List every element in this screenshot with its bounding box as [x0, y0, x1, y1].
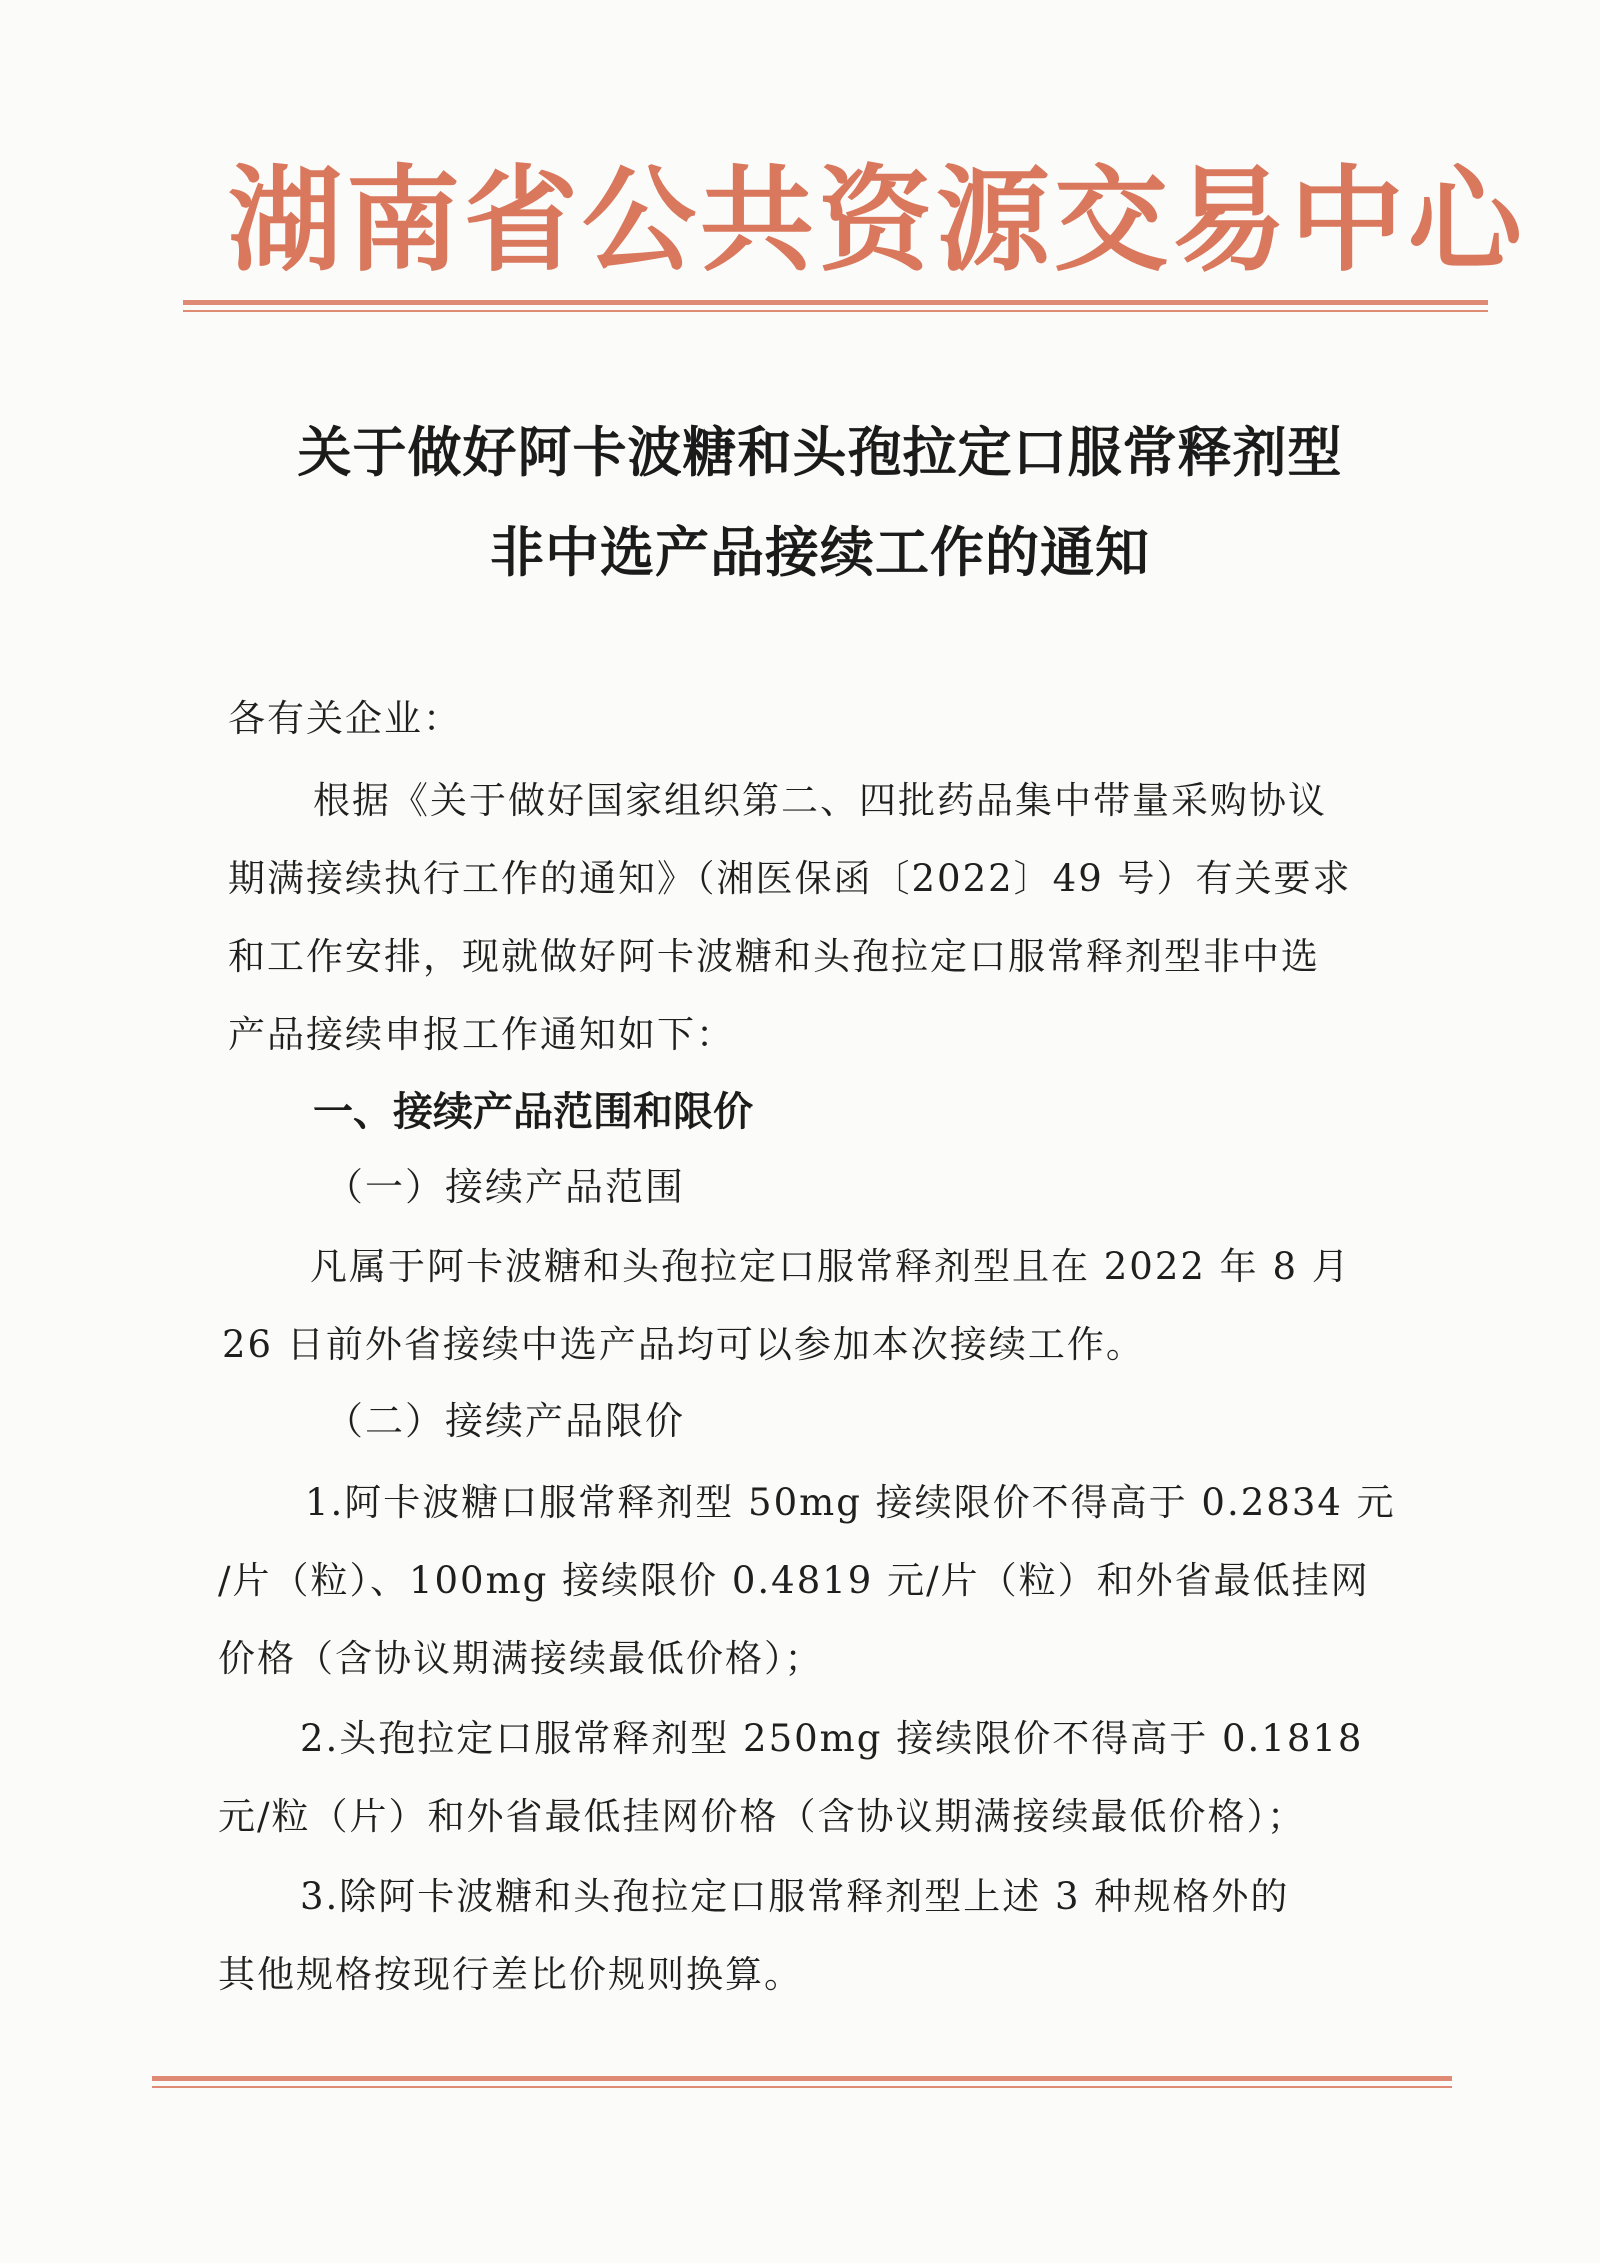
subsection-1-line-1: 凡属于阿卡波糖和头孢拉定口服常释剂型且在 2022 年 8 月 [310, 1245, 1351, 1288]
document-title-line-2: 非中选产品接续工作的通知 [490, 520, 1150, 584]
subsection-1-line-2: 26 日前外省接续中选产品均可以参加本次接续工作。 [222, 1323, 1145, 1366]
intro-line-2: 期满接续执行工作的通知》（湘医保函〔2022〕49 号）有关要求 [228, 857, 1352, 900]
intro-line-4: 产品接续申报工作通知如下： [228, 1013, 735, 1056]
salutation: 各有关企业： [228, 697, 462, 740]
item-3-line-2: 其他规格按现行差比价规则换算。 [218, 1953, 803, 1996]
letterhead-org-name: 湖南省公共资源交易中心 [228, 153, 1527, 287]
intro-line-3: 和工作安排，现就做好阿卡波糖和头孢拉定口服常释剂型非中选 [228, 935, 1320, 978]
letterhead-rule-thick [183, 300, 1488, 305]
footer-rule-thick [152, 2076, 1452, 2081]
subsection-2-heading: （二）接续产品限价 [325, 1399, 686, 1443]
document-title-line-1: 关于做好阿卡波糖和头孢拉定口服常释剂型 [297, 420, 1343, 484]
item-2-line-1: 2.头孢拉定口服常释剂型 250mg 接续限价不得高于 0.1818 [300, 1717, 1364, 1760]
item-1-line-2: /片（粒）、100mg 接续限价 0.4819 元/片（粒）和外省最低挂网 [218, 1559, 1370, 1602]
letterhead-rule-thin [183, 310, 1488, 312]
item-2-line-2: 元/粒（片）和外省最低挂网价格（含协议期满接续最低价格）； [218, 1795, 1306, 1838]
item-1-line-1: 1.阿卡波糖口服常释剂型 50mg 接续限价不得高于 0.2834 元 [305, 1481, 1396, 1524]
section-1-heading: 一、接续产品范围和限价 [313, 1088, 753, 1135]
intro-line-1: 根据《关于做好国家组织第二、四批药品集中带量采购协议 [313, 779, 1327, 822]
item-3-line-1: 3.除阿卡波糖和头孢拉定口服常释剂型上述 3 种规格外的 [300, 1875, 1290, 1918]
subsection-1-heading: （一）接续产品范围 [325, 1165, 686, 1209]
item-1-line-3: 价格（含协议期满接续最低价格）； [218, 1637, 824, 1680]
footer-rule-thin [152, 2086, 1452, 2088]
